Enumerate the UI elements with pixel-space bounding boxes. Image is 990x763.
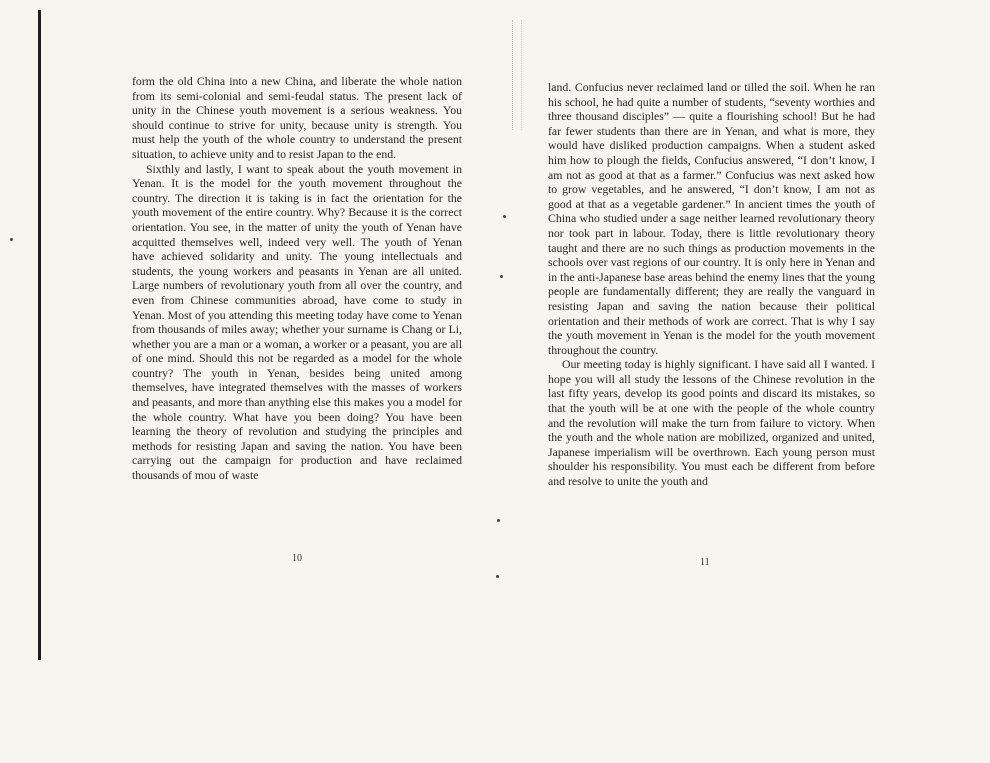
scan-speck	[500, 275, 503, 278]
right-paragraph-1: land. Confucius never reclaimed land or tilled the soil. When he ran his school, he had quite a number of students, “seventy worthies and three thousand disciples” — quite a flourishing school! But he had far fewer students than there are in Yenan, and what is more, they would have disliked production campaigns. When a student asked him how to plough the fields, Confucius answered, “I don’t know, I am not as good at that as a farmer.” Confucius was next asked how to grow vegetables, and he answered, “I don’t know, I am not as good at that as a vegetable gardener.” In ancient times the youth of China who studied under a sage neither learned revolutionary theory nor took part in labour. Today, there is little revolutionary theory taught and there are no such things as production movements in the schools over vast regions of our country. It is only here in Yenan and in the anti-Japanese base areas behind the enemy lines that the young people are fundamentally different; they are really the vanguard in resisting Japan and saving the nation because their political orientation and their methods of work are correct. That is why I say the youth movement in Yenan is the model for the youth movement throughout the country.	[548, 80, 875, 357]
page-number-right: 11	[700, 557, 710, 568]
scan-speck	[10, 238, 13, 241]
binding-edge	[38, 10, 41, 660]
scan-speck	[497, 519, 500, 522]
left-paragraph-2: Sixthly and lastly, I want to speak about the youth movement in Yenan. It is the model for the youth movement throughout the country. The direction it is taking is in fact the orientation for the youth movement of the entire country. Why? Because it is the correct orientation. You see, in the matter of unity the youth of Yenan have acquitted themselves well, indeed very well. The youth of Yenan have achieved solidarity and unity. The young intellectuals and students, the young workers and peasants in Yenan are all united. Large numbers of revolutionary youth from all over the country, and even from Chinese communities abroad, have come to study in Yenan. Most of you attending this meeting today have come to Yenan from thousands of miles away; whether your surname is Chang or Li, whether you are a man or a woman, a worker or a peasant, you are all of one mind. Should this not be regarded as a model for the whole country? The youth in Yenan, besides being united among themselves, have integrated themselves with the masses of workers and peasants, and more than anything else this makes you a model for the whole country. What have you been doing? You have been learning the theory of revolution and studying the principles and methods for resisting Japan and saving the nation. You have been carrying out the campaign for production and have reclaimed thousands of mou of waste	[132, 161, 462, 483]
right-paragraph-2: Our meeting today is highly significant. I have said all I wanted. I hope you will all study the lessons of the Chinese revolution in the last fifty years, develop its good points and discard its mistakes, so that the youth will be at one with the people of the whole country and the revolution will make the turn from failure to victory. When the youth and the whole nation are mobilized, organized and united, Japanese imperialism will be overthrown. Each young person must shoulder his responsibility. You must each be different from before and resolve to unite the youth and	[548, 357, 875, 489]
left-paragraph-1: form the old China into a new China, and liberate the whole nation from its semi-colonial and semi-feudal status. The present lack of unity in the Chinese youth movement is a serious weakness. You should continue to strive for unity, because unity is strength. You must help the youth of the whole country to understand the present situation, to achieve unity and to resist Japan to the end.	[132, 74, 462, 161]
scan-speck	[503, 215, 506, 218]
right-page	[548, 80, 875, 568]
page-number-left: 10	[292, 553, 302, 564]
page-gutter	[512, 20, 522, 130]
scan-speck	[496, 575, 499, 578]
left-page	[132, 74, 462, 564]
